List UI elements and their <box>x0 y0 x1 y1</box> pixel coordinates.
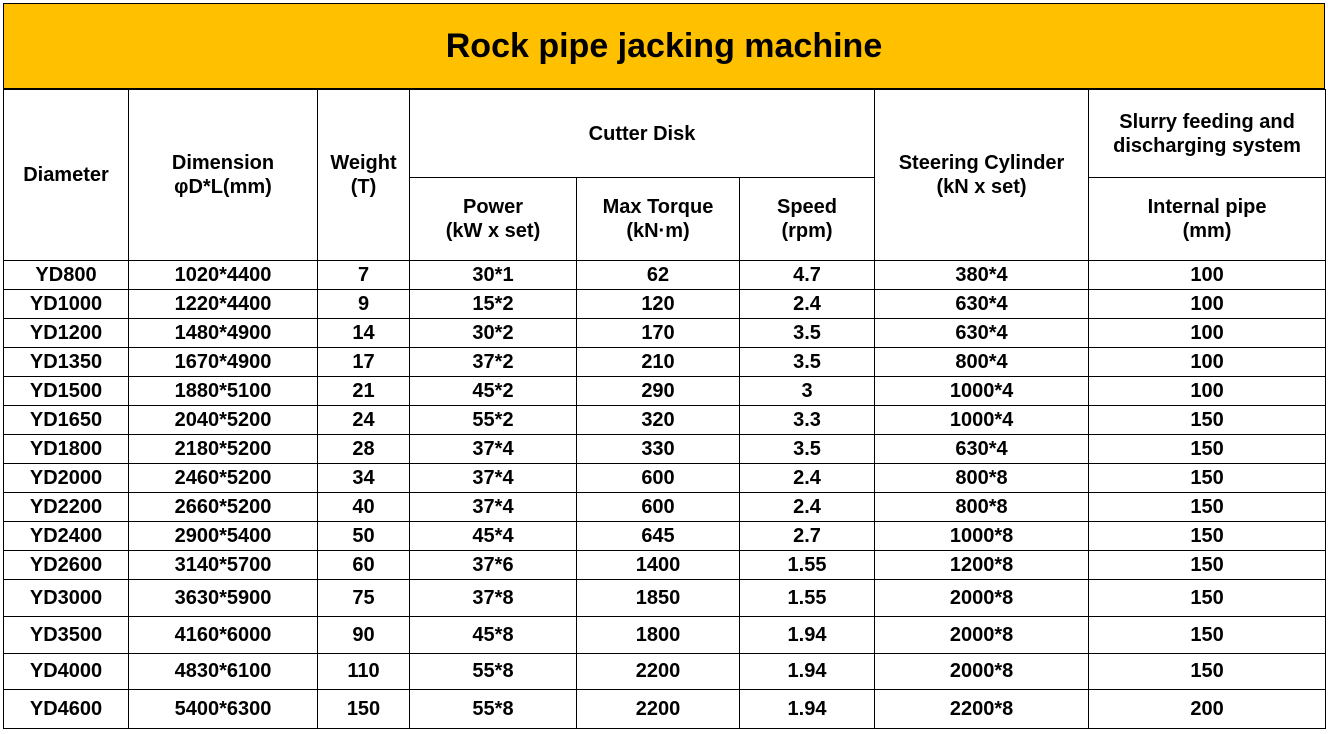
table-row <box>4 617 1326 654</box>
table-row <box>4 261 1326 290</box>
table-row <box>4 319 1326 348</box>
cell-weight: 150 <box>318 690 410 729</box>
cell-internal-pipe: 150 <box>1089 522 1326 551</box>
header-max-torque: Max Torque (kN·m) <box>577 178 740 261</box>
cell-max-torque: 210 <box>577 348 740 377</box>
cell-diameter: YD1000 <box>4 290 129 319</box>
table-row <box>4 690 1326 729</box>
cell-speed: 2.7 <box>740 522 875 551</box>
spec-table <box>3 89 1326 729</box>
header-power: Power (kW x set) <box>410 178 577 261</box>
cell-max-torque: 600 <box>577 464 740 493</box>
cell-diameter: YD4600 <box>4 690 129 729</box>
cell-internal-pipe: 100 <box>1089 290 1326 319</box>
cell-max-torque: 320 <box>577 406 740 435</box>
cell-max-torque: 2200 <box>577 690 740 729</box>
table-row <box>4 406 1326 435</box>
cell-internal-pipe: 150 <box>1089 654 1326 690</box>
cell-diameter: YD2400 <box>4 522 129 551</box>
title-bar <box>3 3 1325 89</box>
header-dimension: Dimension φD*L(mm) <box>129 90 318 261</box>
cell-internal-pipe: 100 <box>1089 377 1326 406</box>
table-row <box>4 522 1326 551</box>
cell-max-torque: 600 <box>577 493 740 522</box>
cell-power: 37*4 <box>410 435 577 464</box>
cell-diameter: YD3500 <box>4 617 129 654</box>
cell-speed: 3.5 <box>740 319 875 348</box>
cell-power: 37*4 <box>410 464 577 493</box>
cell-internal-pipe: 150 <box>1089 617 1326 654</box>
cell-max-torque: 170 <box>577 319 740 348</box>
header-cutter-disk: Cutter Disk <box>410 90 875 178</box>
cell-speed: 1.94 <box>740 690 875 729</box>
cell-steering-cylinder: 2200*8 <box>875 690 1089 729</box>
cell-max-torque: 2200 <box>577 654 740 690</box>
cell-speed: 3.5 <box>740 435 875 464</box>
cell-power: 15*2 <box>410 290 577 319</box>
cell-weight: 60 <box>318 551 410 580</box>
cell-weight: 17 <box>318 348 410 377</box>
cell-diameter: YD4000 <box>4 654 129 690</box>
cell-speed: 1.55 <box>740 551 875 580</box>
table-row <box>4 348 1326 377</box>
cell-internal-pipe: 150 <box>1089 464 1326 493</box>
cell-steering-cylinder: 2000*8 <box>875 580 1089 617</box>
header-steering-cylinder: Steering Cylinder (kN x set) <box>875 90 1089 261</box>
cell-diameter: YD2200 <box>4 493 129 522</box>
cell-dimension: 4830*6100 <box>129 654 318 690</box>
spec-sheet <box>3 3 1325 729</box>
cell-power: 55*8 <box>410 654 577 690</box>
cell-dimension: 2040*5200 <box>129 406 318 435</box>
cell-steering-cylinder: 630*4 <box>875 290 1089 319</box>
cell-diameter: YD1200 <box>4 319 129 348</box>
cell-dimension: 3630*5900 <box>129 580 318 617</box>
cell-max-torque: 1400 <box>577 551 740 580</box>
cell-weight: 7 <box>318 261 410 290</box>
table-row <box>4 493 1326 522</box>
cell-dimension: 2180*5200 <box>129 435 318 464</box>
cell-steering-cylinder: 1000*4 <box>875 406 1089 435</box>
cell-steering-cylinder: 800*4 <box>875 348 1089 377</box>
cell-power: 37*6 <box>410 551 577 580</box>
cell-weight: 21 <box>318 377 410 406</box>
cell-internal-pipe: 100 <box>1089 348 1326 377</box>
cell-dimension: 5400*6300 <box>129 690 318 729</box>
cell-internal-pipe: 150 <box>1089 580 1326 617</box>
cell-speed: 3 <box>740 377 875 406</box>
cell-power: 37*4 <box>410 493 577 522</box>
cell-steering-cylinder: 800*8 <box>875 493 1089 522</box>
cell-dimension: 4160*6000 <box>129 617 318 654</box>
cell-steering-cylinder: 1200*8 <box>875 551 1089 580</box>
header-diameter: Diameter <box>4 90 129 261</box>
cell-internal-pipe: 150 <box>1089 551 1326 580</box>
cell-weight: 40 <box>318 493 410 522</box>
table-row <box>4 435 1326 464</box>
cell-dimension: 3140*5700 <box>129 551 318 580</box>
table-body <box>4 261 1326 729</box>
cell-steering-cylinder: 2000*8 <box>875 654 1089 690</box>
cell-steering-cylinder: 800*8 <box>875 464 1089 493</box>
cell-power: 37*2 <box>410 348 577 377</box>
cell-weight: 90 <box>318 617 410 654</box>
cell-dimension: 2660*5200 <box>129 493 318 522</box>
cell-power: 45*8 <box>410 617 577 654</box>
cell-speed: 4.7 <box>740 261 875 290</box>
cell-speed: 1.55 <box>740 580 875 617</box>
cell-steering-cylinder: 380*4 <box>875 261 1089 290</box>
cell-speed: 3.5 <box>740 348 875 377</box>
cell-diameter: YD1350 <box>4 348 129 377</box>
table-row <box>4 551 1326 580</box>
cell-speed: 2.4 <box>740 493 875 522</box>
cell-internal-pipe: 150 <box>1089 493 1326 522</box>
cell-dimension: 1480*4900 <box>129 319 318 348</box>
cell-dimension: 1020*4400 <box>129 261 318 290</box>
cell-diameter: YD1800 <box>4 435 129 464</box>
cell-weight: 14 <box>318 319 410 348</box>
cell-dimension: 1670*4900 <box>129 348 318 377</box>
cell-steering-cylinder: 630*4 <box>875 319 1089 348</box>
cell-diameter: YD1500 <box>4 377 129 406</box>
cell-diameter: YD800 <box>4 261 129 290</box>
cell-diameter: YD3000 <box>4 580 129 617</box>
cell-weight: 24 <box>318 406 410 435</box>
cell-power: 45*2 <box>410 377 577 406</box>
cell-speed: 2.4 <box>740 290 875 319</box>
cell-internal-pipe: 150 <box>1089 435 1326 464</box>
cell-speed: 1.94 <box>740 654 875 690</box>
page-title: Rock pipe jacking machine <box>445 26 883 65</box>
cell-max-torque: 120 <box>577 290 740 319</box>
table-row <box>4 464 1326 493</box>
cell-steering-cylinder: 1000*8 <box>875 522 1089 551</box>
header-weight: Weight (T) <box>318 90 410 261</box>
table-row <box>4 377 1326 406</box>
table-header <box>4 90 1326 261</box>
cell-internal-pipe: 150 <box>1089 406 1326 435</box>
cell-steering-cylinder: 2000*8 <box>875 617 1089 654</box>
table-row <box>4 290 1326 319</box>
table-row <box>4 654 1326 690</box>
cell-weight: 9 <box>318 290 410 319</box>
cell-power: 30*1 <box>410 261 577 290</box>
cell-weight: 110 <box>318 654 410 690</box>
cell-max-torque: 330 <box>577 435 740 464</box>
cell-dimension: 2900*5400 <box>129 522 318 551</box>
cell-max-torque: 1850 <box>577 580 740 617</box>
cell-steering-cylinder: 1000*4 <box>875 377 1089 406</box>
cell-power: 55*2 <box>410 406 577 435</box>
cell-diameter: YD1650 <box>4 406 129 435</box>
cell-power: 55*8 <box>410 690 577 729</box>
cell-dimension: 1220*4400 <box>129 290 318 319</box>
cell-power: 37*8 <box>410 580 577 617</box>
cell-internal-pipe: 100 <box>1089 319 1326 348</box>
cell-dimension: 2460*5200 <box>129 464 318 493</box>
cell-max-torque: 290 <box>577 377 740 406</box>
cell-weight: 75 <box>318 580 410 617</box>
cell-weight: 50 <box>318 522 410 551</box>
header-slurry-system: Slurry feeding and discharging system <box>1089 90 1326 178</box>
cell-steering-cylinder: 630*4 <box>875 435 1089 464</box>
cell-max-torque: 645 <box>577 522 740 551</box>
cell-internal-pipe: 100 <box>1089 261 1326 290</box>
cell-internal-pipe: 200 <box>1089 690 1326 729</box>
table-row <box>4 580 1326 617</box>
cell-speed: 2.4 <box>740 464 875 493</box>
cell-weight: 28 <box>318 435 410 464</box>
cell-speed: 1.94 <box>740 617 875 654</box>
cell-weight: 34 <box>318 464 410 493</box>
cell-diameter: YD2600 <box>4 551 129 580</box>
header-speed: Speed (rpm) <box>740 178 875 261</box>
cell-dimension: 1880*5100 <box>129 377 318 406</box>
cell-max-torque: 62 <box>577 261 740 290</box>
cell-speed: 3.3 <box>740 406 875 435</box>
header-internal-pipe: Internal pipe (mm) <box>1089 178 1326 261</box>
cell-power: 45*4 <box>410 522 577 551</box>
cell-max-torque: 1800 <box>577 617 740 654</box>
cell-power: 30*2 <box>410 319 577 348</box>
cell-diameter: YD2000 <box>4 464 129 493</box>
